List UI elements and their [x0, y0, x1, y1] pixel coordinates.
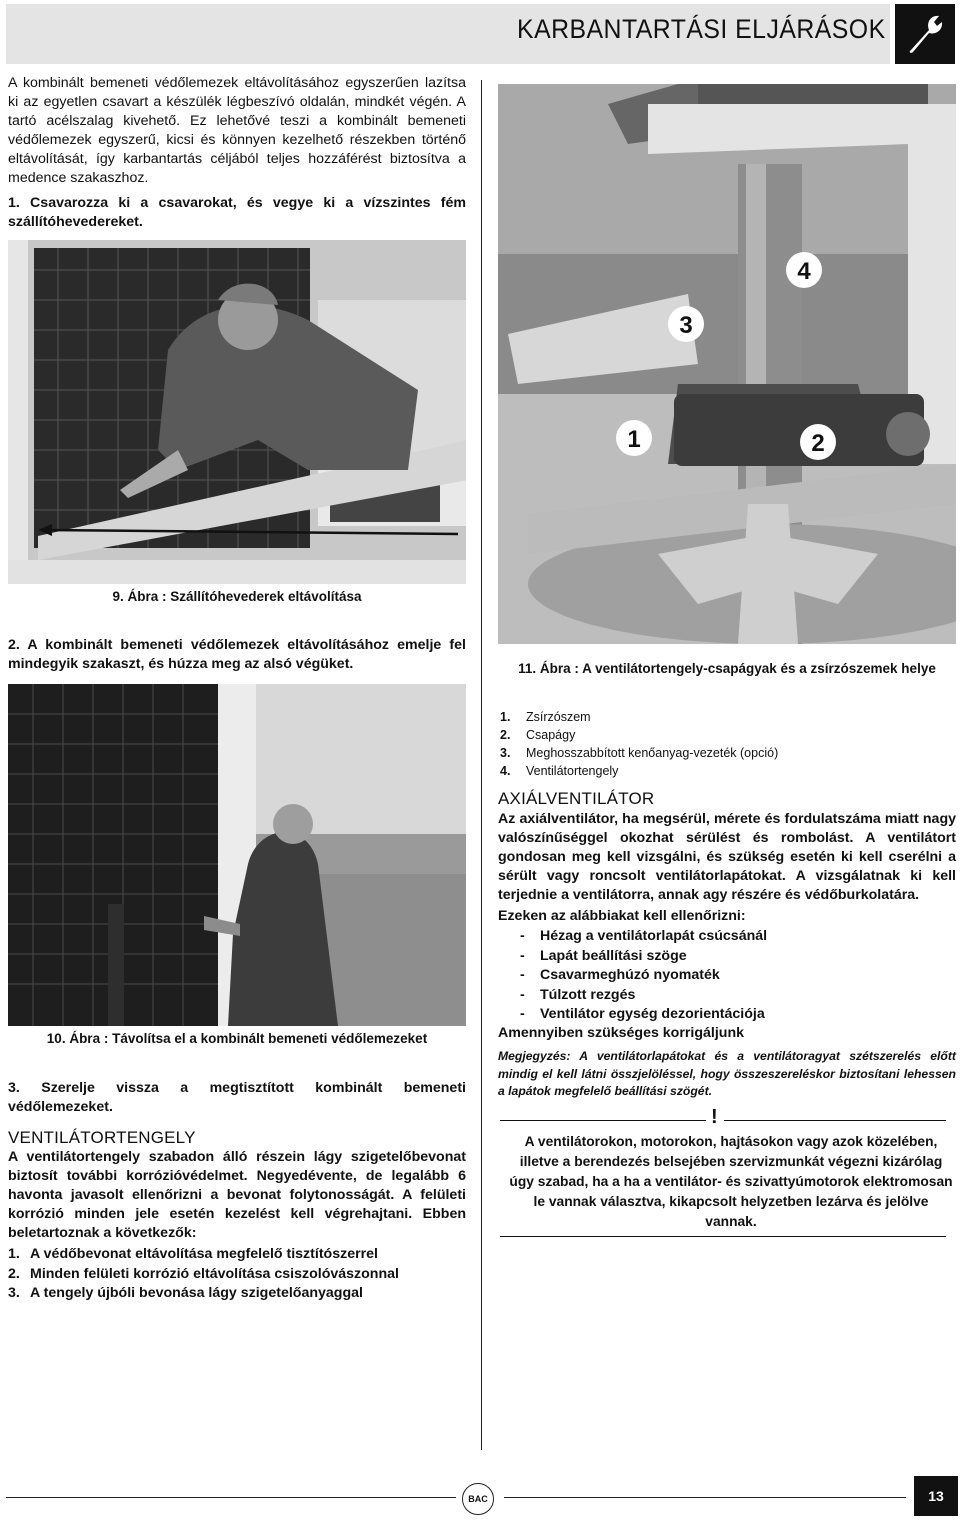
fan-shaft-heading: VENTILÁTORTENGELY	[8, 1128, 196, 1147]
figure-9-photo	[8, 240, 466, 584]
list-item: - Hézag a ventilátorlapát csúcsánál	[520, 928, 768, 944]
warning-rule-left	[500, 1120, 706, 1121]
step-1-text: 1. Csavarozza ki a csavarokat, és vegye ki a vízszintes fém szállítóhevedereket.	[8, 195, 466, 230]
list-item: 1. A védőbevonat eltávolítása megfelelő tisztítószerrel	[8, 1246, 378, 1262]
list-item: 2. Minden felületi korrózió eltávolítása csiszolóvászonnal	[8, 1265, 399, 1282]
warning-text: A ventilátorokon, motorokon, hajtásokon vagy azok közelében, illetve a berendezés belsejében szervizmunkát végezni kizárólag úgy szabad, ha a ha a ventilátor- és szivattyúmotorok elektromosan le vannak választva, kikapcsolt helyzetben lezárva és jelölve vannak.	[509, 1134, 953, 1229]
check-list	[520, 927, 956, 1025]
axial-fan-text: Az axiálventilátor, ha megsérül, mérete és fordulatszáma miatt nagy valószínűséggel okozhat sérülést és rombolást. A ventilátort gondosan meg kell vizsgálni, és szükség esetén ki kell cserélni a sérült vagy roncsolt ventilátorlapátokat. A vizsgálatnak ki kell terjednie a ventilátorra, annak agy részére és védőburkolatára.	[498, 811, 956, 903]
figure-9-caption: 9. Ábra : Szállítóhevederek eltávolítása	[112, 589, 362, 604]
correct-text: Amennyiben szükséges korrigáljunk	[498, 1025, 744, 1041]
wrench-icon	[895, 4, 955, 64]
fan-shaft-steps	[8, 1245, 466, 1304]
figure-11-legend	[500, 708, 940, 780]
page-number: 13	[914, 1476, 958, 1516]
callout-4: 4	[797, 258, 811, 285]
note-text: Megjegyzés: A ventilátorlapátokat és a ventilátoragyat szétszerelés előtt mindig el kell látni összjelöléssel, hogy összeszereléskor biztosítani lehessen a lapátok megfelelő beállítási szögét.	[498, 1049, 956, 1098]
footer-rule-left	[6, 1497, 456, 1498]
axial-fan-heading: AXIÁLVENTILÁTOR	[498, 789, 655, 808]
page-title: KARBANTARTÁSI ELJÁRÁSOK	[517, 14, 886, 44]
legend-item: 2. Csapágy	[500, 728, 576, 742]
check-intro: Ezeken az alábbiakat kell ellenőrizni:	[498, 908, 746, 924]
callout-2: 2	[811, 430, 825, 457]
legend-item: 4. Ventilátortengely	[500, 764, 619, 778]
legend-item: 1. Zsírzószem	[500, 710, 591, 724]
intro-paragraph: A kombinált bemeneti védőlemezek eltávolításához egyszerűen lazítsa ki az egyetlen csavart a készülék légbeszívó oldalán, mindkét végén. A tartó acélszalag kivehető. Ez lehetővé teszi a kombinált bemeneti védőlemezek egyszerű, kicsi és könnyen kezelhető részekben történő eltávolítását, így karbantartás céljából teljes hozzáférést biztosítva a medence szakaszhoz.	[8, 75, 466, 186]
warning-rule-bottom	[500, 1236, 946, 1237]
list-item: - Túlzott rezgés	[520, 986, 636, 1003]
step-3-text: 3. Szerelje vissza a megtisztított kombinált bemeneti védőlemezeket.	[8, 1080, 466, 1115]
figure-10-photo	[8, 684, 466, 1026]
callout-3: 3	[679, 312, 693, 339]
step-2-text: 2. A kombinált bemeneti védőlemezek eltávolításához emelje fel mindegyik szakaszt, és húzza meg az alsó végüket.	[8, 637, 466, 672]
figure-11-caption: 11. Ábra : A ventilátortengely-csapágyak és a zsírzószemek helye	[518, 661, 936, 676]
legend-item: 3. Meghosszabbított kenőanyag-vezeték (opció)	[500, 746, 779, 760]
warning-icon: !	[711, 1106, 718, 1128]
bac-logo: BAC	[462, 1483, 494, 1515]
list-item: - Csavarmeghúzó nyomaték	[520, 967, 720, 984]
list-item: 3. A tengely újbóli bevonása lágy szigetelőanyaggal	[8, 1285, 363, 1302]
footer-rule-right	[504, 1497, 906, 1498]
callout-1: 1	[627, 426, 641, 453]
column-divider	[481, 80, 482, 1450]
list-item: - Ventilátor egység dezorientációja	[520, 1006, 765, 1023]
figure-10-caption: 10. Ábra : Távolítsa el a kombinált bemeneti védőlemezeket	[46, 1031, 428, 1046]
fan-shaft-text: A ventilátortengely szabadon álló részein lágy szigetelőbevonat biztosít további korrózióvédelmet. Negyedévente, de legalább 6 havonta javasolt ellenőrizni a bevonat folytonosságát. A felületi korrózió minden jele esetén kezelést kell végrehajtani. Ebben beletartoznak a következők:	[8, 1149, 466, 1241]
list-item: - Lapát beállítási szöge	[520, 947, 687, 964]
warning-rule-right	[724, 1120, 946, 1121]
figure-11-photo	[498, 84, 956, 644]
